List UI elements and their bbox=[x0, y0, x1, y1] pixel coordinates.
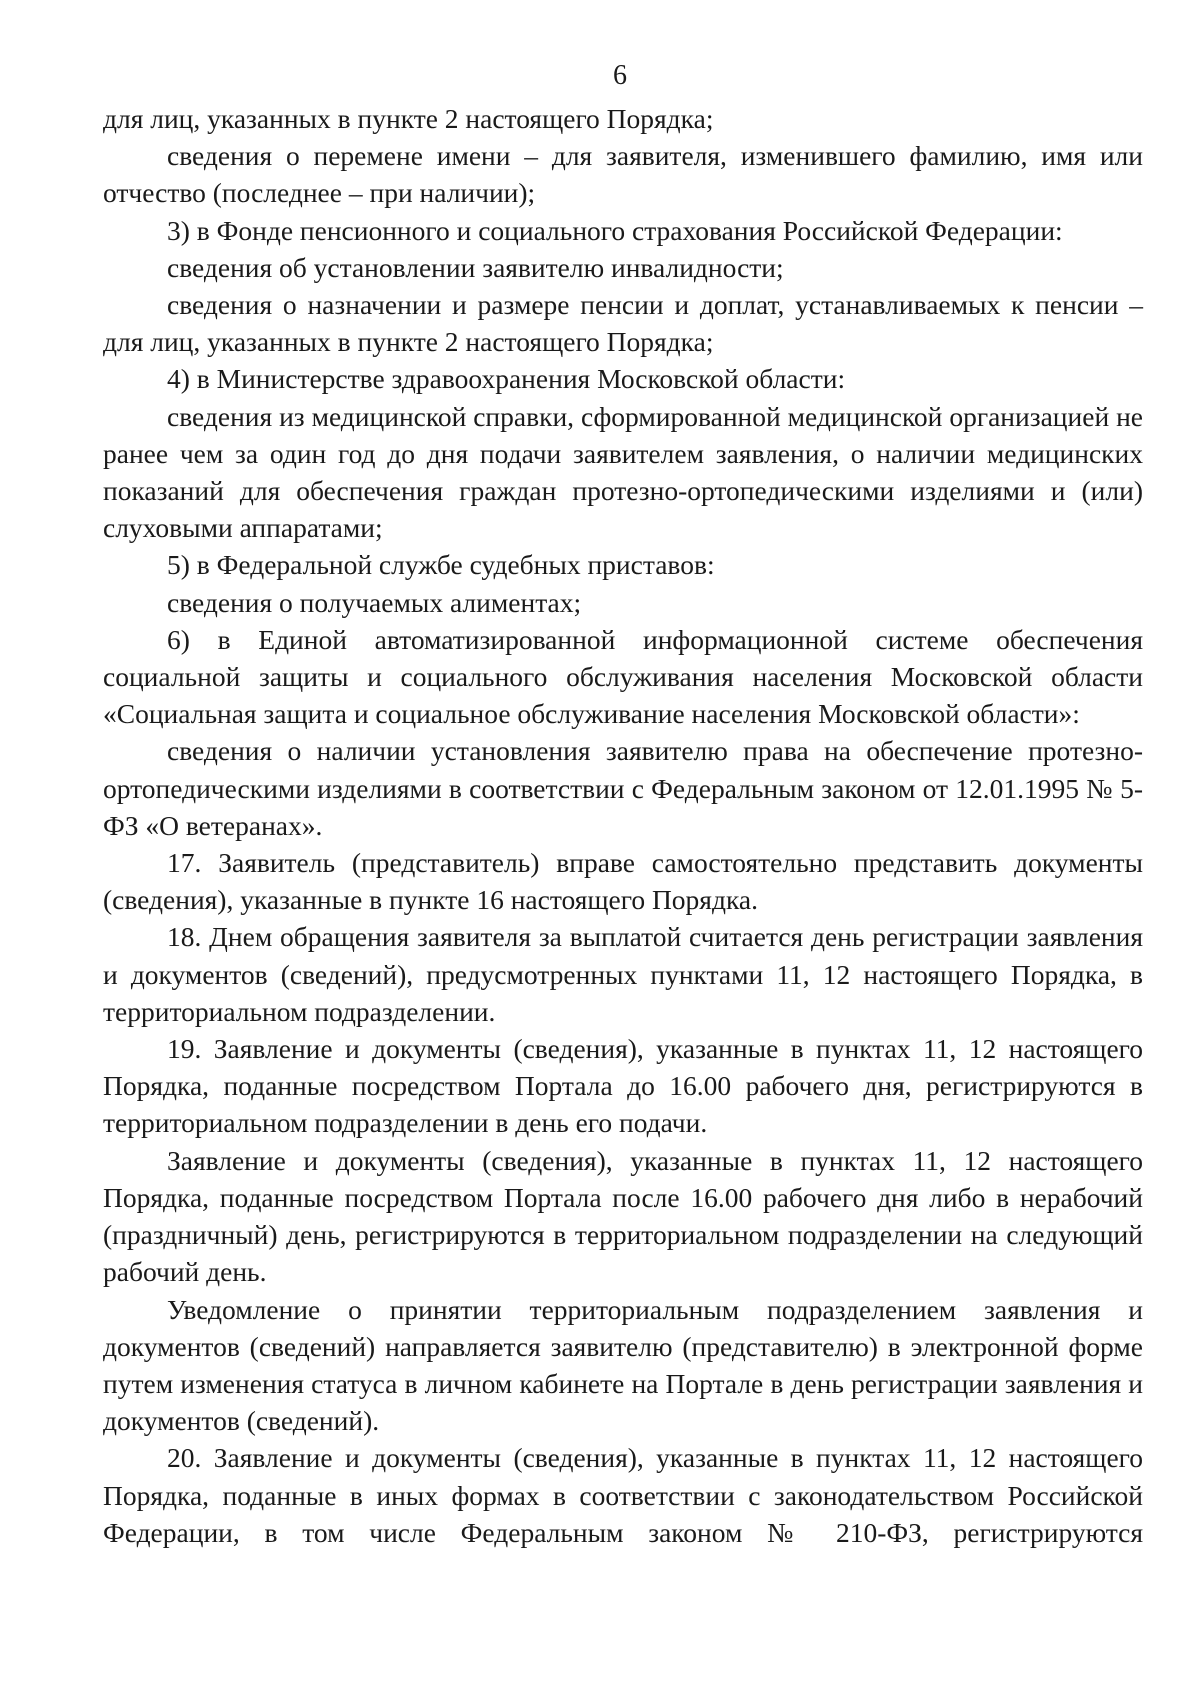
paragraph: Уведомление о принятии территориальным подразделением заявления и документов (сведений) направляется заявителю (представителю) в электронной форме путем изменения статуса в личном кабинете на Портале в день регистрации заявления и документов (сведений). bbox=[103, 1293, 1143, 1437]
paragraph: 19. Заявление и документы (сведения), указанные в пунктах 11, 12 настоящего Порядка, поданные посредством Портала до 16.00 рабочего дня, регистрируются в территориальном подразделении в день его подачи. bbox=[103, 1033, 1143, 1139]
paragraph: сведения об установлении заявителю инвалидности; bbox=[167, 251, 784, 283]
paragraph: для лиц, указанных в пункте 2 настоящего Порядка; bbox=[103, 103, 714, 134]
paragraph: 4) в Министерстве здравоохранения Московской области: bbox=[167, 363, 846, 395]
paragraph: 3) в Фонде пенсионного и социального страхования Российской Федерации: bbox=[167, 214, 1063, 246]
paragraph: 18. Днем обращения заявителя за выплатой считается день регистрации заявления и документов (сведений), предусмотренных пунктами 11, 12 настоящего Порядка, в территориальном подразделении. bbox=[103, 921, 1143, 1027]
document-body bbox=[103, 100, 1143, 1551]
paragraph: сведения о назначении и размере пенсии и доплат, устанавливаемых к пенсии – для лиц, указанных в пункте 2 настоящего Порядка; bbox=[103, 289, 1143, 358]
page-number: 6 bbox=[613, 60, 627, 91]
paragraph: 20. Заявление и документы (сведения), указанные в пунктах 11, 12 настоящего Порядка, поданные в иных формах в соответствии с законодательством Российской Федерации, в том числе Федеральным законом № 210-ФЗ, регистрируются bbox=[103, 1442, 1143, 1548]
paragraph: 17. Заявитель (представитель) вправе самостоятельно представить документы (сведения), указанные в пункте 16 настоящего Порядка. bbox=[103, 847, 1143, 916]
paragraph: сведения о наличии установления заявителю права на обеспечение протезно-ортопедическими изделиями в соответствии с Федеральным законом от 12.01.1995 № 5-ФЗ «О ветеранах». bbox=[103, 735, 1143, 841]
paragraph: Заявление и документы (сведения), указанные в пунктах 11, 12 настоящего Порядка, поданные посредством Портала после 16.00 рабочего дня либо в нерабочий (праздничный) день, регистрируются в территориальном подразделении на следующий рабочий день. bbox=[103, 1144, 1143, 1288]
paragraph: сведения о перемене имени – для заявителя, изменившего фамилию, имя или отчество (последнее – при наличии); bbox=[103, 140, 1143, 209]
paragraph: сведения из медицинской справки, сформированной медицинской организацией не ранее чем за один год до дня подачи заявителем заявления, о наличии медицинских показаний для обеспечения граждан протезно-ортопедическими изделиями и (или) слуховыми аппаратами; bbox=[103, 400, 1143, 544]
paragraph: 5) в Федеральной службе судебных приставов: bbox=[167, 549, 715, 581]
paragraph: 6) в Единой автоматизированной информационной системе обеспечения социальной защиты и социального обслуживания населения Московской области «Социальная защита и социальное обслуживание населения Московской области»: bbox=[103, 623, 1143, 730]
paragraph: сведения о получаемых алиментах; bbox=[167, 586, 582, 618]
